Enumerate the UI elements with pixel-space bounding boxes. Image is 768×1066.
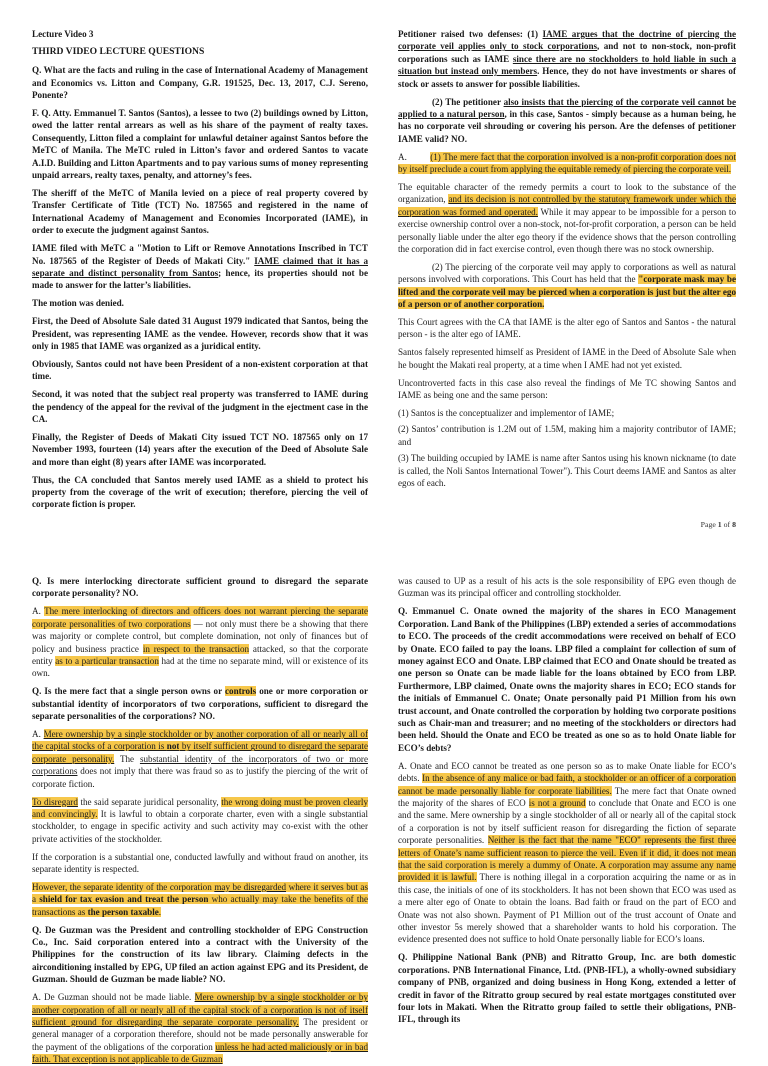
text-run: Q. Is the mere fact that a single person owns or — [32, 686, 225, 697]
page1-right-text — [398, 28, 736, 489]
text-run: Q. Is mere interlocking directorate sufficient ground to disregard the separate corporate personality? NO. — [32, 576, 368, 599]
page-number-prefix: Page — [700, 520, 718, 529]
text-run: , in this case, Santos - simply because as a human being, he has no corporate veil shrouding or covering his person. Are the defenses of petitioner IAME valid? NO. — [398, 108, 736, 144]
text-run: . — [158, 906, 162, 917]
list-item — [398, 423, 736, 448]
text-run: It is lawful to obtain a corporate charter, even with a single substantial stockholder, to engage in specific activity and such activity may co-exist with the other private activities of the stockholder. — [32, 808, 368, 844]
text-run: . Hence, they do not have investments or shares of stock or assets to answer for possible liabilities. — [398, 66, 736, 89]
text-run: F. Q. Atty. Emmanuel T. Santos (Santos), a lessee to two (2) buildings owned by Litton, owed the latter rental arrears as well as his share of the payment of realty taxes. Consequently, Litton filed a complaint for unlawful detainer against Santos before the MeTC of Manila. The MeTC ruled in Litton’s favor and ordered Santos to vacate A.I.D. Building and Litton Apartments and to pay various sums of money representing unpaid arrears, realty taxes, penalty, and attorney’s fees. — [32, 108, 368, 181]
question-paragraph — [32, 685, 368, 722]
text-run: controls — [225, 686, 257, 697]
text-run: A. — [32, 728, 44, 739]
text-paragraph — [398, 575, 736, 600]
text-run: The equitable character of the remedy permits a court to look to the substance of the organization, — [398, 181, 736, 205]
text-run: where it serves but as a — [32, 881, 368, 905]
text-run: to conclude that Onate and ECO is one and the same. Mere ownership by a single stockholder of all or nearly all of the capital stock of a corporation is not by itself sufficient reason for disregarding the fiction of separate corporate personalities. — [398, 797, 736, 846]
question-paragraph — [32, 575, 368, 600]
text-run: ; hence, its properties should not be made to answer for the latter’s liabilities. — [32, 267, 368, 291]
text-run: the said separate juridical personality, — [77, 796, 222, 807]
text-paragraph — [398, 346, 736, 371]
text-run: was caused to UP as a result of his acts is the sole responsibility of EPG even though de Guzman was its principal officer and controlling stockholder. — [398, 576, 736, 599]
text-run: IAME filed with MeTC a "Motion to Lift or Remove Annotations Inscribed in TCT No. 187565 of the Register of Deeds of Makati City." — [32, 243, 368, 266]
question-paragraph — [32, 297, 368, 309]
text-run: The motion was denied. — [32, 298, 124, 309]
text-run: IAME argues that the doctrine of piercing the corporate veil applies only to stock corporations — [398, 29, 736, 52]
text-run: While it may appear to be impossible for a person to exercise ownership control over a non-stock, not-for-profit corporation, a person can be held personally liable under the alter ego theory if the evidence shows that the person controlling the corporation did in fact exercise control, even though there was no stock ownership. — [398, 206, 736, 254]
page-number — [701, 520, 736, 529]
text-run: (1) The mere fact that the corporation involved is a non-profit corporation does not by itself preclude a court from applying the equitable remedy of piercing the corporate veil. — [398, 151, 736, 175]
text-run: A. De Guzman should not be made liable. — [32, 992, 195, 1003]
text-run: the wrong doing must be proven clearly and convincingly. — [32, 796, 368, 819]
text-run: had at the time no separate mind, will or existence of its own. — [32, 655, 369, 679]
text-run: Q. De Guzman was the President and controlling stockholder of EPG Construction Co., Inc. Said corporation entered into a contract with the University of the Philippines for the construction of its law library. Claiming defects in the airconditioning installed by EPG, UP filed an action against EPG and its President, de Guzman. Should de Guzman be made liable? NO. — [32, 924, 368, 985]
lecture-label: Lecture Video 3 — [32, 29, 94, 39]
page-number-total: 8 — [732, 520, 736, 529]
text-run: attacked, so that the corporate entity — [32, 643, 368, 666]
text-paragraph — [32, 991, 368, 1065]
text-run: and its decision is not controlled by the statutory framework under which the corporation was formed and operated. — [398, 194, 736, 217]
page2-right-column — [398, 575, 736, 1024]
page-number-mid: of — [721, 520, 733, 529]
text-run: Thus, the CA concluded that Santos merely used IAME as a shield to protect his property from the coverage of the writ of execution; therefore, piercing the veil of corporate fiction is proper. — [32, 474, 368, 510]
question-paragraph — [398, 96, 736, 146]
text-run: may be disregarded — [214, 881, 287, 892]
text-run: Obviously, Santos could not have been President of a non-existent corporation at that time. — [32, 358, 368, 382]
text-run: Mere ownership by a single stockholder or by another corporation of all or nearly all of the capital stock of a corporation is not of itself sufficient ground for disregarding the separate corporate personality. — [32, 992, 368, 1027]
text-run: If the corporation is a substantial one, conducted lawfully and without fraud on another, its separate identity is respected. — [32, 851, 368, 875]
text-run: (2) The piercing of the corporate veil may apply to corporations as well as natural persons involved with corporations. This Court has held that the — [398, 261, 736, 285]
question-paragraph — [32, 187, 368, 237]
text-run: The sheriff of the MeTC of Manila levied on a piece of real property covered by Transfer Certificate of Title (TCT) No. 187565 and registered in the name of International Academy of Management and Economies Incorporated (IAME), in order to execute the judgment against Santos. — [32, 187, 368, 236]
text-run: Santos falsely represented himself as President of IAME in the Deed of Absolute Sale when he bought the Makati real property, at a time when I AME had not yet existed. — [398, 347, 736, 370]
question-paragraph — [32, 358, 368, 383]
text-paragraph — [32, 605, 368, 679]
text-run: A. Onate and ECO cannot be treated as one person so as to make Onate liable for ECO’s debts. — [398, 760, 736, 784]
text-run: , and not to non-stock, non-profit corporations such as IAME — [398, 41, 737, 64]
text-run: by itself sufficient ground to disregard the separate corporate personality. — [32, 741, 368, 764]
text-run: unless he had acted maliciously or in bad faith. That exception is not applicable to de Guzman — [32, 1041, 369, 1065]
text-run: The — [114, 753, 140, 764]
text-run: since there are no stockholders to hold liable in such a situation but instead only members — [398, 53, 736, 77]
text-run: Uncontroverted facts in this case also reveal the findings of Me TC showing Santos and IAME as being one and the same person: — [398, 377, 736, 401]
page2-right-text — [398, 575, 736, 1026]
text-run: However, the separate identity of the corporation — [32, 881, 215, 892]
text-run: (2) The petitioner — [432, 96, 504, 107]
text-run: (3) The building occupied by IAME is name after Santos using his known nickname (to date is called, the Noli Santos International Tower"). This Court deems IAME and Santos as alter egos of each. — [398, 453, 736, 488]
text-run: — not only must there be a showing that there was majority or complete control, but complete domination, not only of finances but of policy and business practice — [32, 618, 369, 654]
text-run: substantial identity of the incorporators of two or more corporations — [32, 753, 368, 777]
text-run: To disregard — [32, 796, 78, 807]
list-item — [398, 452, 736, 489]
text-run: Petitioner raised two defenses: (1) — [398, 29, 543, 39]
text-run: "corporate mask may be lifted and the corporate veil may be pierced when a corporation is just but the alter ego of a person or of another corporation. — [398, 274, 736, 310]
text-run: also insists that the piercing of the corporate veil cannot be applied to a natural person — [398, 96, 736, 119]
text-paragraph — [32, 851, 368, 876]
text-paragraph — [398, 377, 736, 402]
text-run: Mere ownership by a single stockholder or by another corporation of all or nearly all of the capital stocks of a corporation is — [32, 728, 368, 752]
text-run: (1) Santos is the conceptualizer and implementor of IAME; — [398, 407, 615, 418]
text-run: in respect to the transaction — [142, 643, 250, 654]
text-run: This Court agrees with the CA that IAME is the alter ego of Santos and Santos - the natural person - is the alter ego of IAME. — [398, 317, 736, 340]
page1-left-column — [32, 28, 368, 533]
question-paragraph — [32, 474, 368, 511]
text-run: Finally, the Register of Deeds of Makati City issued TCT NO. 187565 only on 17 November 1993, fourteen (14) years after the execution of the Deed of Absolute Sale and more than eight (8) years after IAME was incorporated. — [32, 431, 368, 467]
text-run: First, the Deed of Absolute Sale dated 31 August 1979 indicated that Santos, being the President, was representing IAME as the vendee. However, records show that it was only in 1985 that IAME was organized as a juridical entity. — [32, 316, 368, 351]
text-run: the person taxable — [87, 906, 159, 917]
question-paragraph — [32, 388, 368, 425]
text-run: Second, it was noted that the subject real property was transferred to IAME during the pendency of the appeal for the revival of the judgment in the ejectment case in the CA. — [32, 389, 368, 424]
question-paragraph — [32, 431, 368, 468]
text-run: shield for tax evasion and treat the person — [39, 894, 209, 905]
text-paragraph — [398, 316, 736, 341]
text-run: as to a particular transaction — [55, 655, 159, 666]
document-page-2 — [0, 575, 768, 1065]
question-paragraph — [32, 107, 368, 181]
text-run: Q. What are the facts and ruling in the case of International Academy of Management and Economics vs. Litton and Company, G.R. 191525, Dec. 13, 2017, C.J. Sereno, Ponente? — [32, 65, 368, 101]
page2-left-column — [32, 575, 369, 1065]
text-run: one or more corporation or substantial identity of incorporators of two corporations, sufficient to disregard the separate personalities of the corporations? NO. — [32, 686, 368, 722]
question-paragraph — [32, 924, 368, 986]
question-paragraph — [32, 315, 368, 352]
text-run: Q. Emmanuel C. Onate owned the majority of the shares in ECO Management Corporation. Land Bank of the Philippines (LBP) extended a series of accommodations to ECO. The proceeds of the credit accommodations were received on behalf of ECO by Onate. ECO failed to pay the loans. LBP filed a complaint for collection of sum of money against ECO and Onate. LBP claimed that ECO and Onate should be treated as one person so Onate can be made liable for the loans obtained by ECO from LBP. Furthermore, LBP claimed, Onate owns the majority shares in ECO; ECO stands for the initials of Emmanuel C. Onate; Onate personally paid P1 Million from his own trust account, and Onate controlled the corporation by holding two corporate positions such as Chair-man and treasurer; and no meeting of the stockholders or directors had been held. Should the Onate and ECO be treated as one so as to hold Onate liable for ECO’s debts? — [398, 606, 736, 753]
page-number-current: 1 — [717, 520, 722, 529]
text-run: The mere interlocking of directors and officers does not warrant piercing the separate corporate personalities of two corporations — [32, 606, 368, 629]
page1-left-text — [32, 64, 368, 511]
text-run: There is nothing illegal in a corporation acquiring the name or as in this case, the initials of one of its stockholders. It has not been shown that ECO was used as a mere alter ego of Onate to obtain the loans. Bad faith or fraud on the part of ECO and Onate was not also shown. Payment of P1 Million out of the trust account of Onate and other investor 5s merely showed that a shareholder wants to hold his corporation. The evidence presented does not suffice to hold Onate personally liable for ECO’s loans. — [398, 872, 736, 945]
question-paragraph — [398, 951, 736, 1025]
text-run: A. — [32, 606, 45, 617]
text-paragraph — [398, 261, 736, 311]
question-paragraph — [398, 28, 736, 90]
text-run: Neither is the fact that the name "ECO" represents the first three letters of Onate’s name sufficient reason to pierce the veil. Even if it did, it does not mean that the said corporation is merely a dummy of Onate. A corporation may assume any name provided it is lawful. — [398, 835, 736, 883]
text-run: not — [166, 741, 180, 752]
text-paragraph — [32, 881, 368, 918]
text-run: (2) Santos’ contribution is 1.2M out of 1.5M, making him a majority contributor of IAME; and — [398, 424, 736, 447]
text-run: does not imply that there was fraud so as to justify the piercing of the writ of corporate fiction. — [32, 766, 368, 789]
text-paragraph — [398, 181, 736, 255]
text-run: The mere fact that Onate owned the majority of the shares of ECO — [398, 785, 736, 808]
text-run: who actually may take the benefits of the transactions as — [32, 894, 368, 917]
text-run: A. — [398, 151, 431, 162]
question-paragraph — [398, 605, 736, 754]
text-run: IAME claimed that it has a separate and distinct personality from Santos — [32, 255, 368, 278]
list-item — [398, 407, 736, 419]
text-paragraph — [32, 728, 368, 790]
text-run: In the absence of any malice or bad faith, a stockholder or an officer of a corporation cannot be made personally liable for corporate liabilities. — [398, 773, 736, 796]
text-run: The president or general manager of a corporation therefore, should not be made personally answerable for the payment of the obligations of the corporation — [32, 1017, 369, 1052]
text-paragraph — [398, 760, 736, 946]
document-page-1 — [0, 28, 768, 533]
text-paragraph — [398, 151, 736, 176]
page1-right-column — [398, 28, 736, 533]
page2-left-text — [32, 575, 368, 1066]
text-run: Q. Philippine National Bank (PNB) and Ritratto Group, Inc. are both domestic corporations. PNB International Finance, Ltd. (PNB-IFL), a wholly-owned subsidiary company of PNB, organized and doing business in Hong Kong, extended a letter of credit in favor of the Ritratto group secured by real estate mortgages constituted over four lots in Makati. When the Ritratto group failed to settle their obligations, PNB-IFL, through its — [398, 952, 736, 1025]
lecture-title: THIRD VIDEO LECTURE QUESTIONS — [32, 45, 205, 57]
text-run: is not a ground — [528, 797, 586, 808]
question-paragraph — [32, 64, 368, 101]
text-paragraph — [32, 796, 368, 846]
question-paragraph — [32, 242, 368, 292]
